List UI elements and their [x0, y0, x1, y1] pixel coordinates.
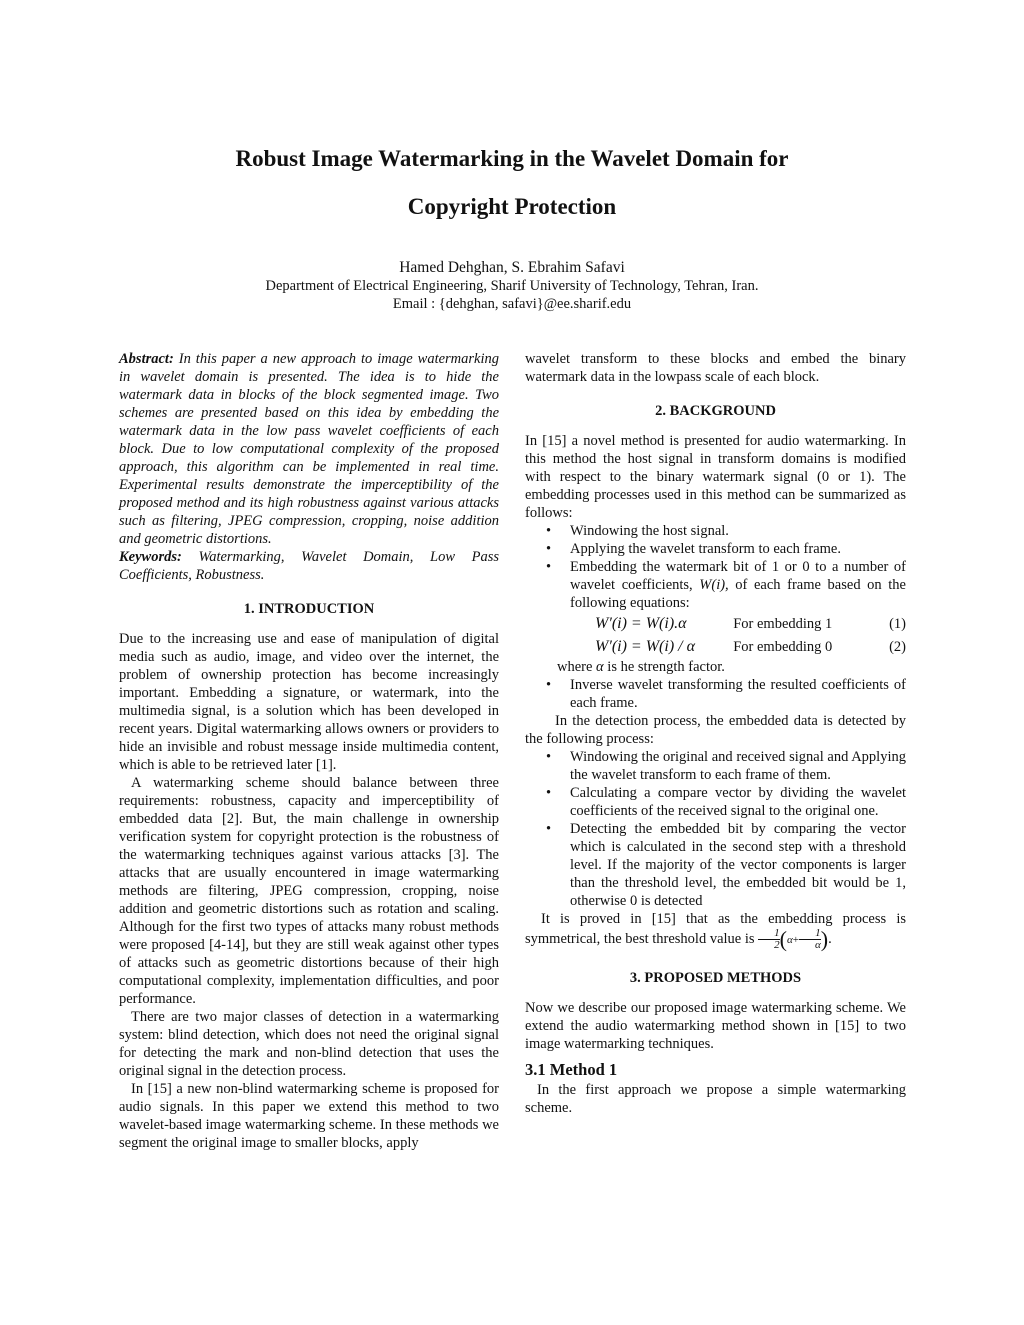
intro-paragraph-4: In [15] a new non-blind watermarking scheme is proposed for audio signals. In this paper we extend this method to two wavelet-based image watermarking scheme. In these methods we segment the original image to smaller blocks, apply	[119, 1081, 499, 1151]
bullet-icon: •	[546, 821, 552, 837]
equation-1-expression: W′(i) = W(i).α	[595, 614, 687, 632]
intro-paragraph-1: Due to the increasing use and ease of manipulation of digital media such as audio, image, and video over the internet, the problem of ownership protection has become increasingly important. Embedding a signature, or watermark, into the multimedia signal, is a solution which has been developed in recent years. Digital watermarking allows owners or providers to hide an invisible and robust message inside multimedia content, which is able to be retrieved later [1].	[119, 631, 499, 773]
abstract-text: In this paper a new approach to image watermarking in wavelet domain is presented. The idea is to hide the watermark data in blocks of the block segmented image. Two schemes are presented based on this idea by embedding the watermark data in the low pass wavelet coefficients of each block. Due to low computational complexity of the proposed approach, this algorithm can be implemented in real time. Experimental results demonstrate the imperceptibility of the proposed method and its high robustness against various attacks such as filtering, JPEG compression, cropping, noise addition and geometric distortions.	[119, 351, 500, 547]
method-1-paragraph: In the first approach we propose a simple watermarking scheme.	[525, 1082, 906, 1116]
bullet-icon: •	[546, 749, 552, 765]
list-item: • Detecting the embedded bit by comparing the vector which is calculated in the second step with a threshold level. If the majority of the vector components is larger than the threshold level, the embedded bit would be 1, otherwise 0 is detected	[546, 821, 906, 909]
authors: Hamed Dehghan, S. Ebrahim Safavi	[399, 259, 625, 276]
equation-1	[525, 612, 906, 635]
bullet-icon: •	[546, 523, 552, 539]
threshold-paragraph: It is proved in [15] that as the embedding process is symmetrical, the best threshold value is $\frac{1}{2}$ (α+ $\frac{1}{\alpha}$ ).	[525, 911, 906, 952]
where-line: where α is he strength factor.	[557, 659, 725, 675]
bullet-icon: •	[546, 785, 552, 801]
intro-paragraph-3: There are two major classes of detection in a watermarking system: blind detection, which does not need the original signal for detecting the mark and non-blind detection that uses the original signal in the detection process.	[119, 1009, 499, 1079]
wi-symbol: W(i),	[699, 577, 729, 593]
list-item: • Embedding the watermark bit of 1 or 0 to a number of wavelet coefficients, W(i), of each frame based on the following equations:	[546, 559, 906, 611]
equation-2	[525, 635, 906, 658]
right-column	[525, 350, 906, 1117]
bullet-icon: •	[546, 559, 552, 575]
left-column	[119, 350, 499, 1152]
list-item: • Windowing the original and received signal and Applying the wavelet transform to each frame of them.	[546, 749, 906, 783]
detection-intro: In the detection process, the embedded data is detected by the following process:	[525, 713, 906, 747]
equation-1-number: (1)	[889, 615, 906, 632]
subsection-heading-method-1: 3.1 Method 1	[525, 1060, 618, 1079]
equation-1-description: For embedding 1	[733, 615, 833, 632]
list-item: • Windowing the host signal.	[546, 523, 729, 539]
inverse-step-list	[525, 676, 906, 712]
formula-half: $\frac{1}{2}$	[758, 928, 780, 951]
equation-2-number: (2)	[889, 638, 906, 655]
bullet-icon: •	[546, 677, 552, 693]
keywords	[119, 548, 499, 584]
keywords-text: Watermarking, Wavelet Domain, Low Pass Coefficients, Robustness.	[119, 549, 499, 583]
proposed-paragraph-1: Now we describe our proposed image watermarking scheme. We extend the audio watermarking method shown in [15] to two image watermarking techniques.	[525, 1000, 906, 1052]
detection-steps-list	[525, 748, 906, 910]
continued-paragraph: wavelet transform to these blocks and embed the binary watermark data in the lowpass scale of each block.	[525, 351, 906, 385]
keywords-label: Keywords:	[119, 549, 182, 565]
abstract-label: Abstract:	[119, 351, 174, 367]
abstract	[119, 350, 499, 548]
email: Email : {dehghan, safavi}@ee.sharif.edu	[392, 296, 632, 312]
section-heading-proposed-methods: 3. PROPOSED METHODS	[629, 970, 802, 986]
formula-inverse-alpha: $\frac{1}{\alpha}$	[799, 928, 821, 951]
section-heading-background: 2. BACKGROUND	[655, 403, 776, 419]
intro-paragraph-2: A watermarking scheme should balance between three requirements: robustness, capacity and imperceptibility of embedded data [2]. But, the main challenge in ownership verification system for copyright protection is the robustness of the watermarking techniques against various attacks [3]. The attacks that are usually encountered in image watermarking methods are filtering, JPEG compression, cropping, noise addition and geometric distortions such as rotation and scaling. Although for the first two types of attacks many robust methods were proposed [4-14], but they are still weak against other types of attacks such as geometric distortions because of their high computational complexity, implementation difficulties, and poor performance.	[119, 775, 499, 1007]
equation-2-description: For embedding 0	[733, 638, 833, 655]
list-item: • Applying the wavelet transform to each frame.	[546, 541, 841, 557]
equation-2-expression: W′(i) = W(i) / α	[595, 637, 695, 655]
list-item: • Inverse wavelet transforming the resulted coefficients of each frame.	[546, 677, 906, 711]
bullet-icon: •	[546, 541, 552, 557]
embedding-steps-list	[525, 522, 906, 612]
section-heading-introduction: 1. INTRODUCTION	[243, 601, 375, 617]
alpha-symbol: α	[596, 659, 604, 675]
background-paragraph-1: In [15] a novel method is presented for audio watermarking. In this method the host signal in transform domains is modified with respect to the binary watermark signal (0 or 1). The embedding processes used in this method can be summarized as follows:	[525, 433, 906, 521]
affiliation: Department of Electrical Engineering, Sharif University of Technology, Tehran, Iran.	[265, 278, 759, 294]
title-line-2: Copyright Protection	[407, 194, 617, 219]
list-item: • Calculating a compare vector by dividing the wavelet coefficients of the received signal to the original one.	[546, 785, 906, 819]
title-line-1: Robust Image Watermarking in the Wavelet Domain for	[235, 146, 789, 171]
